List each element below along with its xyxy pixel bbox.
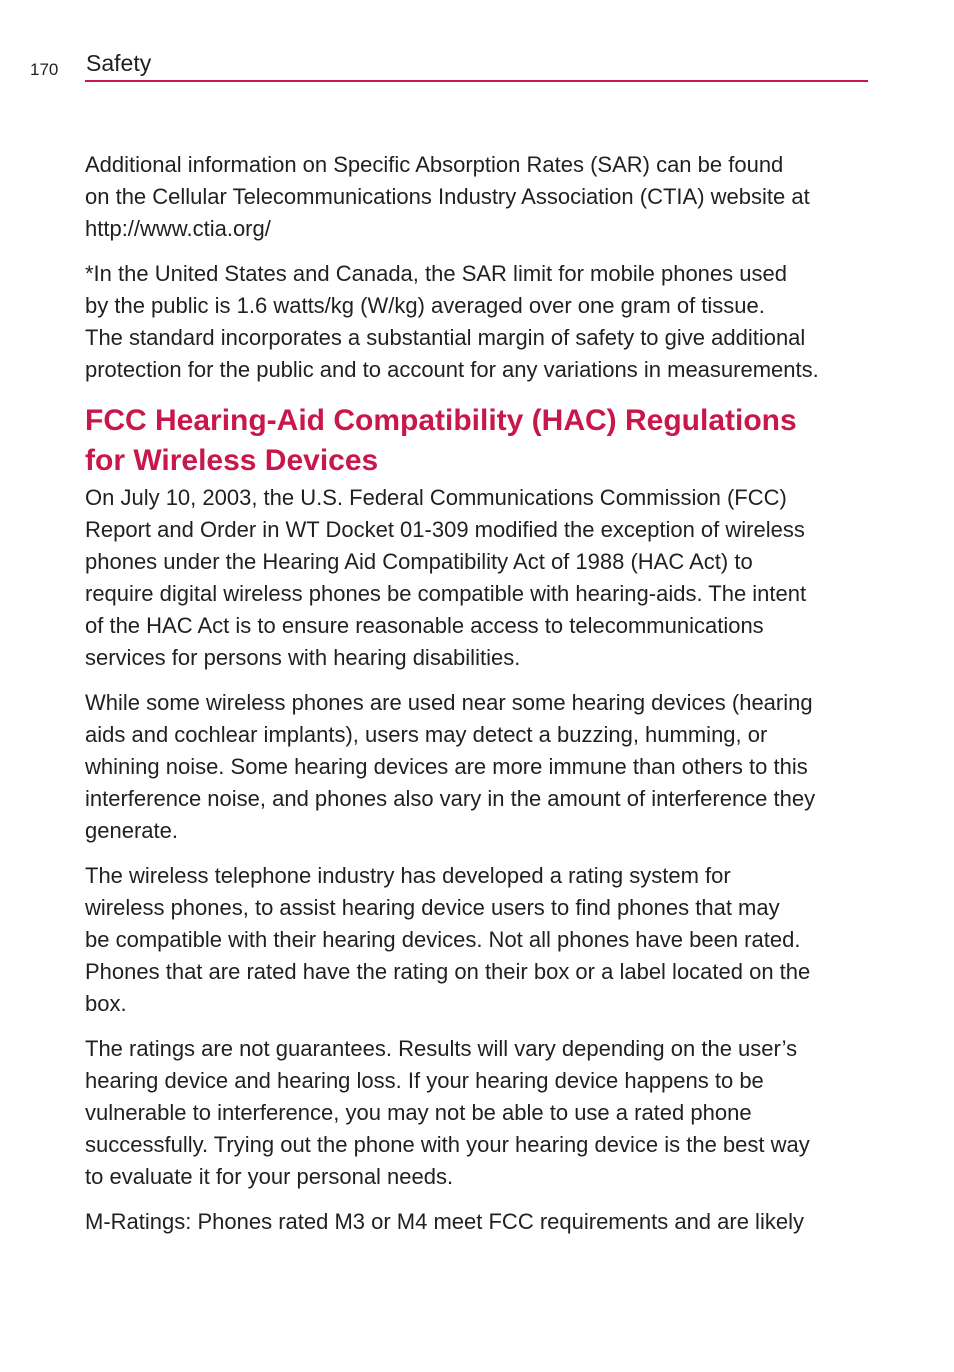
- body-paragraph: While some wireless phones are used near some hearing devices (hearing aids and cochlear implants), users may detect a buzzing, humming, or whining noise. Some hearing devices are more immune than others to this interference noise, and phones also vary in the amount of interference they generate.: [85, 690, 816, 843]
- hac-section-heading: FCC Hearing-Aid Compatibility (HAC) Regulations for Wireless Devices: [85, 404, 797, 477]
- sar-info-paragraph: Additional information on Specific Absorption Rates (SAR) can be found on the Cellular Telecommunications Industry Association (CTIA) website at http://www.ctia.org/: [85, 152, 810, 241]
- page-header: [30, 50, 868, 82]
- header-divider: [85, 80, 868, 82]
- sar-limit-paragraph: *In the United States and Canada, the SAR limit for mobile phones used by the public is 1.6 watts/kg (W/kg) averaged over one gram of tissue. The standard incorporates a substantial margin of safety to give additional protection for the public and to account for any variations in measurements.: [85, 261, 819, 382]
- body-paragraph: The ratings are not guarantees. Results will vary depending on the user’s hearing device and hearing loss. If your hearing device happens to be vulnerable to interference, you may not be able to use a rated phone successfully. Trying out the phone with your hearing device is the best way to evaluate it for your personal needs.: [85, 1036, 810, 1189]
- body-paragraph: M-Ratings: Phones rated M3 or M4 meet FCC requirements and are likely: [85, 1209, 804, 1234]
- page-number: 170: [30, 60, 59, 79]
- section-title: Safety: [86, 50, 152, 76]
- body-paragraph: The wireless telephone industry has developed a rating system for wireless phones, to assist hearing device users to find phones that may be compatible with their hearing devices. Not all phones have been rated. Phones that are rated have the rating on their box or a label located on the box.: [85, 863, 811, 1016]
- body-paragraph: On July 10, 2003, the U.S. Federal Communications Commission (FCC) Report and Order in WT Docket 01-309 modified the exception of wireless phones under the Hearing Aid Compatibility Act of 1988 (HAC Act) to require digital wireless phones be compatible with hearing-aids. The intent of the HAC Act is to ensure reasonable access to telecommunications services for persons with hearing disabilities.: [85, 485, 807, 670]
- page-body: [85, 149, 875, 1251]
